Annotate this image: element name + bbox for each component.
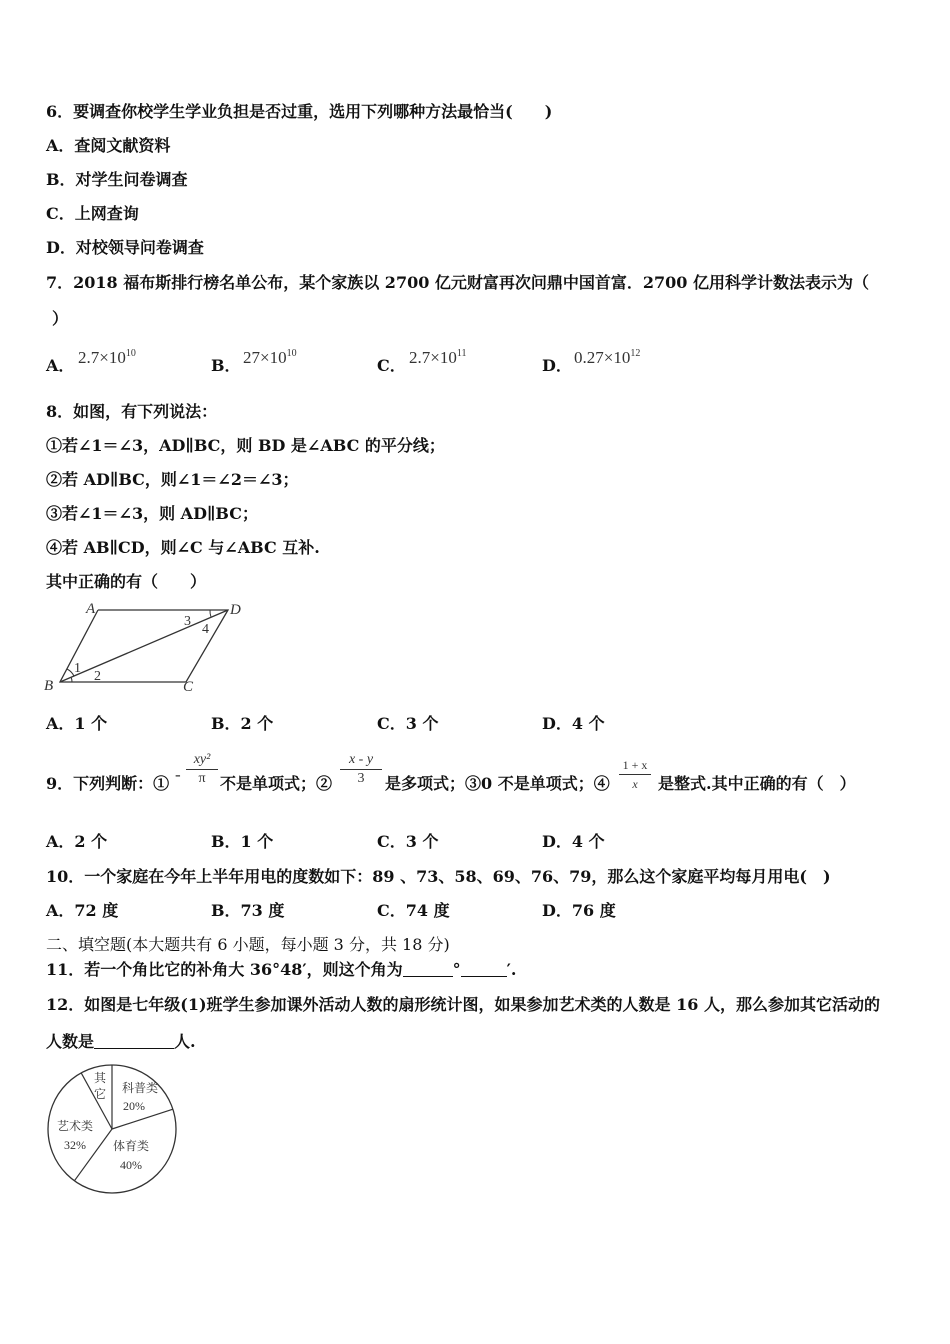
q7-option-a-label: A． xyxy=(46,356,75,375)
q8-statement-2: ②若 AD∥BC，则∠1＝∠2＝∠3； xyxy=(46,470,299,489)
q9-text-2: 是多项式；③0 不是单项式；④ xyxy=(385,774,610,793)
figure-angle-1: 1 xyxy=(74,661,81,676)
q9-fraction-2-num: x - y xyxy=(348,752,374,767)
q8-option-a: A．1 个 xyxy=(46,714,108,733)
q9-fraction-3-num: 1 + x xyxy=(622,758,648,772)
figure-angle-3: 3 xyxy=(184,614,191,629)
q9-option-b: B．1 个 xyxy=(211,832,274,851)
q10-option-b: B．73 度 xyxy=(211,901,285,920)
q9-minus-sign: - xyxy=(175,765,181,784)
pie-label-science: 科普类 xyxy=(121,1081,159,1095)
q7-option-d-value: $0.27\times 10^{12}$ xyxy=(574,348,641,367)
q10-stem: 10．一个家庭在今年上半年用电的度数如下：89 、73、58、69、76、79，那么这个家庭平均每月用电( ) xyxy=(46,867,831,886)
q9-fraction-2 xyxy=(340,751,382,788)
q8-option-c: C．3 个 xyxy=(377,714,439,733)
q11-minute-symbol: ′. xyxy=(506,960,517,979)
pie-percent-science: 20% xyxy=(123,1099,145,1113)
q10-option-c: C．74 度 xyxy=(377,901,450,920)
q9-fraction-1 xyxy=(186,751,218,788)
q7-stem-line2: ） xyxy=(52,309,69,328)
q9-fraction-1-num: xy² xyxy=(193,752,211,767)
q8-statement-1: ①若∠1＝∠3，AD∥BC，则 BD 是∠ABC 的平分线； xyxy=(46,436,445,455)
q8-stem: 8．如图，有下列说法： xyxy=(46,402,218,421)
q8-option-b: B．2 个 xyxy=(211,714,274,733)
q8-parallelogram-figure xyxy=(40,598,260,698)
q7-stem-line1: 7．2018 福布斯排行榜名单公布，某个家族以 2700 亿元财富再次问鼎中国首富．2700 亿用科学计数法表示为（ xyxy=(46,273,870,292)
angle3-arc xyxy=(210,610,211,617)
q10-option-a: A．72 度 xyxy=(46,901,119,920)
q9-option-a: A．2 个 xyxy=(46,832,108,851)
pie-percent-arts: 32% xyxy=(64,1138,86,1152)
q9-fraction-3-den: x xyxy=(632,777,638,791)
q12-blank[interactable] xyxy=(94,1032,174,1049)
q12-line2 xyxy=(46,1031,196,1053)
pie-percent-sports: 40% xyxy=(120,1158,142,1172)
pie-label-sports: 体育类 xyxy=(112,1139,150,1153)
q6-stem: 6．要调查你校学生学业负担是否过重，选用下列哪种方法最恰当( ) xyxy=(46,102,553,121)
q7-option-c-label: C． xyxy=(377,356,406,375)
q9-fraction-2-den: 3 xyxy=(357,771,365,786)
q12-line2-pre: 人数是 xyxy=(46,1032,95,1051)
q11-blank-degrees[interactable] xyxy=(403,960,453,977)
q9-prefix: 9．下列判断：① xyxy=(46,774,170,793)
q6-option-b: B．对学生问卷调查 xyxy=(46,170,188,189)
figure-angle-4: 4 xyxy=(202,622,209,637)
pie-chart xyxy=(44,1064,180,1200)
figure-label-d: D xyxy=(230,602,241,618)
q6-option-d: D．对校领导问卷调查 xyxy=(46,238,204,257)
section2-title: 二、填空题(本大题共有 6 小题，每小题 3 分，共 18 分) xyxy=(46,935,450,954)
q9-option-c: C．3 个 xyxy=(377,832,439,851)
q7-option-b-value: $27\times 10^{10}$ xyxy=(243,348,297,367)
figure-angle-2: 2 xyxy=(94,669,101,684)
figure-diagonal-bd xyxy=(60,610,228,682)
q11-blank-minutes[interactable] xyxy=(461,960,507,977)
q9-option-d: D．4 个 xyxy=(542,832,605,851)
q7-option-b-label: B． xyxy=(211,356,241,375)
angle2-arc xyxy=(71,677,72,682)
q10-option-d: D．76 度 xyxy=(542,901,616,920)
pie-label-other: 其它 xyxy=(93,1071,107,1101)
q7-option-c-value: $2.7\times 10^{11}$ xyxy=(409,348,467,367)
q8-statement-4: ④若 AB∥CD，则∠C 与∠ABC 互补. xyxy=(46,538,320,557)
q8-option-d: D．4 个 xyxy=(542,714,605,733)
figure-label-b: B xyxy=(44,678,54,694)
angle1-arc xyxy=(67,669,74,676)
q8-statement-3: ③若∠1＝∠3，则 AD∥BC； xyxy=(46,504,258,523)
figure-label-c: C xyxy=(183,679,194,695)
q7-option-a-value: $2.7\times 10^{10}$ xyxy=(78,348,136,367)
q8-question: 其中正确的有（ ） xyxy=(46,572,207,591)
q9-text-1: 不是单项式；② xyxy=(220,774,333,793)
q12-line1: 12．如图是七年级(1)班学生参加课外活动人数的扇形统计图，如果参加艺术类的人数是 16 人，那么参加其它活动的 xyxy=(46,995,880,1014)
q6-option-a: A．查阅文献资料 xyxy=(46,136,171,155)
q9-fraction-1-den: π xyxy=(198,771,206,786)
q9-fraction-3 xyxy=(619,756,651,793)
q7-option-d-label: D． xyxy=(542,356,572,375)
q12-line2-post: 人. xyxy=(174,1032,196,1051)
pie-label-arts: 艺术类 xyxy=(56,1119,94,1133)
figure-label-a: A xyxy=(86,601,96,617)
q9-text-3: 是整式.其中正确的有（ ） xyxy=(658,774,856,793)
q11-stem: 11．若一个角比它的补角大 36°48′，则这个角为 xyxy=(46,960,403,979)
q11-degree-symbol: ° xyxy=(452,960,461,979)
q6-option-c: C．上网查询 xyxy=(46,204,139,223)
q11-line xyxy=(46,959,516,981)
